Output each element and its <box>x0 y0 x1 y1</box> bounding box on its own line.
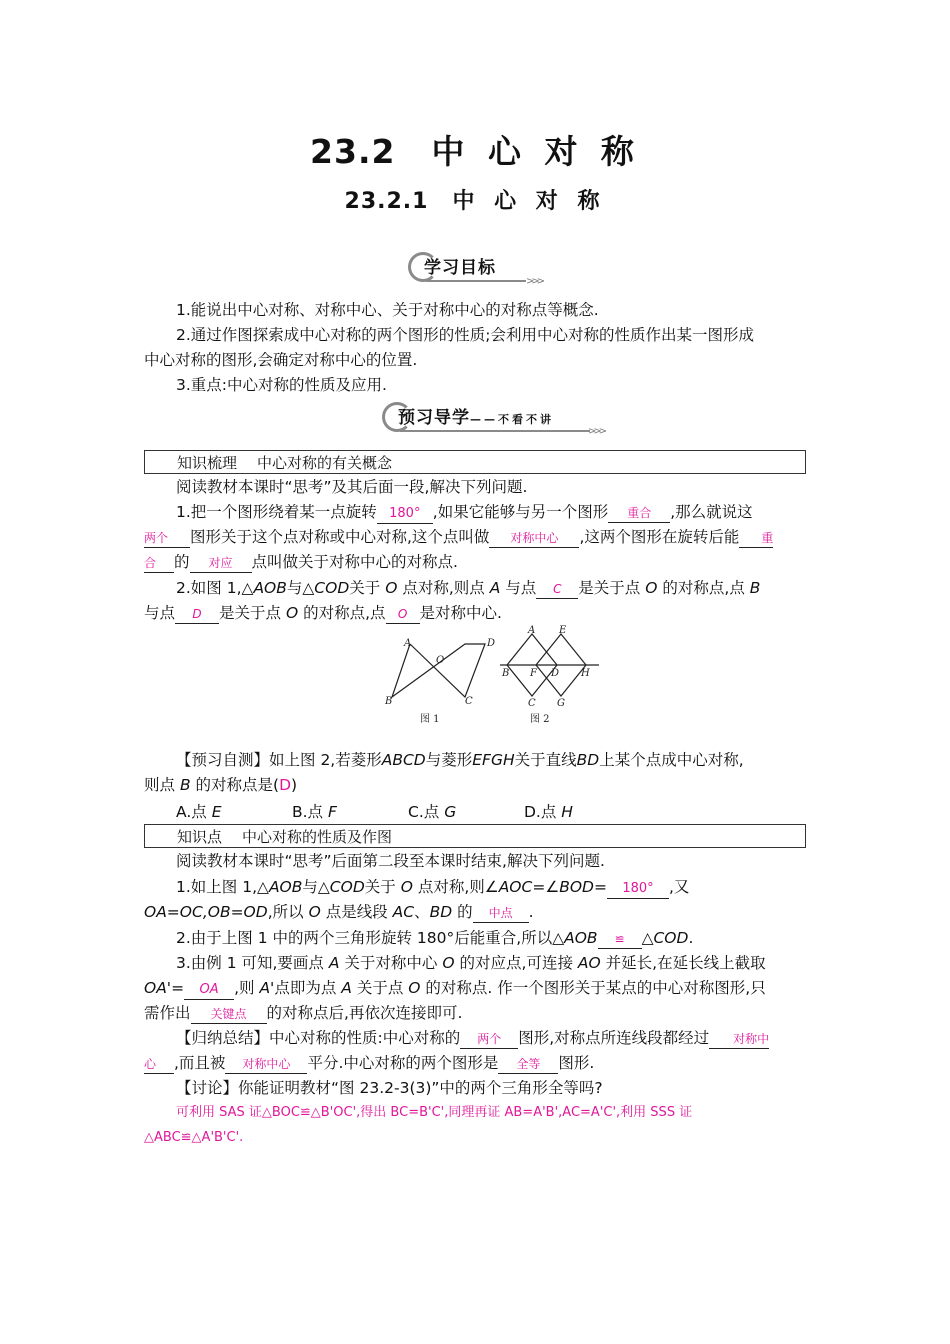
figure-1-triangles <box>392 644 485 697</box>
section2-title: 中心对称的性质及作图 <box>242 828 393 846</box>
choices <box>176 800 640 825</box>
fig2-label-c: C <box>528 698 536 709</box>
choice-b: B.点 F <box>292 803 337 821</box>
goal-3: 3.重点:中心对称的性质及应用. <box>176 376 387 394</box>
banner-underline <box>426 280 526 282</box>
s1-q2-line2: 与点 D 是关于点 O 的对称点,点 O 是对称中心. <box>144 604 502 622</box>
blank-center-a: 对称中 <box>709 1030 769 1049</box>
choice-d: D.点 H <box>524 803 573 821</box>
summary-line2: 心 ,而且被 对称中心 平分.中心对称的两个图形是 全等 图形. <box>144 1054 595 1072</box>
fig2-label-b: B <box>502 668 510 679</box>
goals-banner-text: 学习目标 <box>424 258 496 278</box>
fig2-caption: 图 2 <box>530 714 550 725</box>
self-test-answer: D <box>279 776 292 794</box>
blank-center: 对称中心 <box>489 529 579 548</box>
self-test-line2: 则点 B 的对称点是(D) <box>144 776 298 794</box>
s1-q1-line2: 两个 图形关于这个点对称或中心对称,这个点叫做 对称中心 ,这两个图形在旋转后能 重 <box>144 528 774 546</box>
blank-c: C <box>536 580 578 599</box>
fig2-label-e: E <box>559 625 567 636</box>
summary-line1: 【归纳总结】中心对称的性质:中心对称的 两个 图形,对称点所连线段都经过 对称中 <box>176 1029 770 1047</box>
title-number: 23.2 <box>310 132 396 171</box>
preview-banner-text <box>398 403 554 428</box>
blank-corresponding: 对应 <box>190 554 252 573</box>
goal-2-cont: 中心对称的图形,会确定对称中心的位置. <box>144 351 418 369</box>
s2-q3-line3: 需作出 关键点 的对称点后,再依次连接即可. <box>144 1004 463 1022</box>
fig2-label-g: G <box>557 698 565 709</box>
discussion: 【讨论】你能证明教材“图 23.2-3(3)”中的两个三角形全等吗? <box>176 1079 603 1097</box>
section1-intro: 阅读教材本课时“思考”及其后面一段,解决下列问题. <box>176 478 528 496</box>
blank-congruent: ≌ <box>598 930 642 949</box>
fig1-label-d: D <box>487 638 496 649</box>
blank-o: O <box>386 605 420 624</box>
goal-2: 2.通过作图探索成中心对称的两个图形的性质;会利用中心对称的性质作出某一图形成 <box>176 326 755 344</box>
blank-two-figures: 两个 <box>460 1030 518 1049</box>
blank-coincide-a: 重 <box>739 529 773 548</box>
subtitle-text: 中 心 对 称 <box>452 189 606 214</box>
section1-header-box <box>144 450 806 474</box>
blank-bisect: 对称中心 <box>225 1055 307 1074</box>
choice-a: A.点 E <box>176 803 222 821</box>
blank-d: D <box>175 605 219 624</box>
section2-label: 知识点 <box>177 828 223 846</box>
s1-q2-line1: 2.如图 1,△AOB与△COD关于 O 点对称,则点 A 与点 C 是关于点 O 的对称点,点 B <box>176 579 761 597</box>
blank-two: 两个 <box>144 529 190 548</box>
blank-oa: OA <box>184 981 234 1000</box>
fig2-label-a: A <box>528 625 536 636</box>
figure-2 <box>496 624 606 728</box>
banner-underline <box>400 430 590 432</box>
chevrons-icon: >>> <box>526 276 543 287</box>
s2-q1-line1: 1.如上图 1,△AOB与△COD关于 O 点对称,则∠AOC=∠BOD= 180° ,又 <box>144 875 840 900</box>
goals-banner <box>408 250 548 287</box>
figure-1 <box>380 632 500 728</box>
blank-keypoint: 关键点 <box>191 1005 267 1024</box>
fig2-label-h: H <box>581 668 590 679</box>
blank-center-b: 心 <box>144 1055 174 1074</box>
blank-angle-180: 180° <box>607 880 669 899</box>
s1-q1-line3: 合 的 对应 点叫做关于对称中心的对称点. <box>144 553 458 571</box>
fig1-label-c: C <box>465 696 473 707</box>
blank-overlap: 重合 <box>608 504 670 523</box>
blank-coincide-b: 合 <box>144 554 174 573</box>
fig1-label-o: O <box>436 655 445 666</box>
title-text: 中 心 对 称 <box>431 132 640 171</box>
preview-banner <box>382 400 612 437</box>
preview-banner-suffix: ——不看不讲 <box>470 413 554 426</box>
page-title <box>0 126 950 173</box>
blank-midpoint: 中点 <box>473 904 529 923</box>
choice-c: C.点 G <box>408 803 457 821</box>
fig1-label-a: A <box>404 638 412 649</box>
discussion-answer-line2: △ABC≌△A'B'C'. <box>144 1130 244 1145</box>
subtitle-number: 23.2.1 <box>344 189 429 214</box>
s2-q2: 2.由于上图 1 中的两个三角形旋转 180°后能重合,所以△AOB ≌ △COD. <box>176 929 694 947</box>
blank-180: 180° <box>377 505 433 524</box>
goal-1: 1.能说出中心对称、对称中心、关于对称中心的对称点等概念. <box>176 301 599 319</box>
s1-q1-line1: 1.把一个图形绕着某一点旋转 180° ,如果它能够与另一个图形 重合 ,那么就说这 <box>144 500 840 525</box>
blank-congruent-figures: 全等 <box>498 1055 558 1074</box>
page-subtitle <box>0 184 950 215</box>
chevrons-icon: >>> <box>588 426 605 437</box>
section1-title: 中心对称的有关概念 <box>257 454 393 472</box>
fig2-label-d: D <box>551 668 560 679</box>
s2-q3-line2: OA'= OA ,则 A'点即为点 A 关于点 O 的对称点. 作一个图形关于某点的中心对称图形,只 <box>144 976 808 1001</box>
section1-label: 知识梳理 <box>177 454 238 472</box>
fig2-label-f: F <box>530 668 537 679</box>
s2-q3-line1: 3.由例 1 可知,要画点 A 关于对称中心 O 的对应点,可连接 AO 并延长,在延长线上截取 <box>176 954 766 972</box>
fig1-label-b: B <box>385 696 393 707</box>
discussion-answer-line1: 可利用 SAS 证△BOC≌△B'OC',得出 BC=B'C',同理再证 AB=A'B',AC=A'C',利用 SSS 证 <box>176 1105 693 1120</box>
section2-header-box <box>144 824 806 848</box>
s2-q1-line2: OA=OC,OB=OD,所以 O 点是线段 AC、BD 的 中点 . <box>144 903 534 921</box>
preview-banner-title: 预习导学 <box>398 408 470 428</box>
fig1-caption: 图 1 <box>420 714 440 725</box>
self-test-line1: 【预习自测】如上图 2,若菱形ABCD与菱形EFGH关于直线BD上某个点成中心对称, <box>176 751 744 769</box>
section2-intro: 阅读教材本课时“思考”后面第二段至本课时结束,解决下列问题. <box>176 852 605 870</box>
